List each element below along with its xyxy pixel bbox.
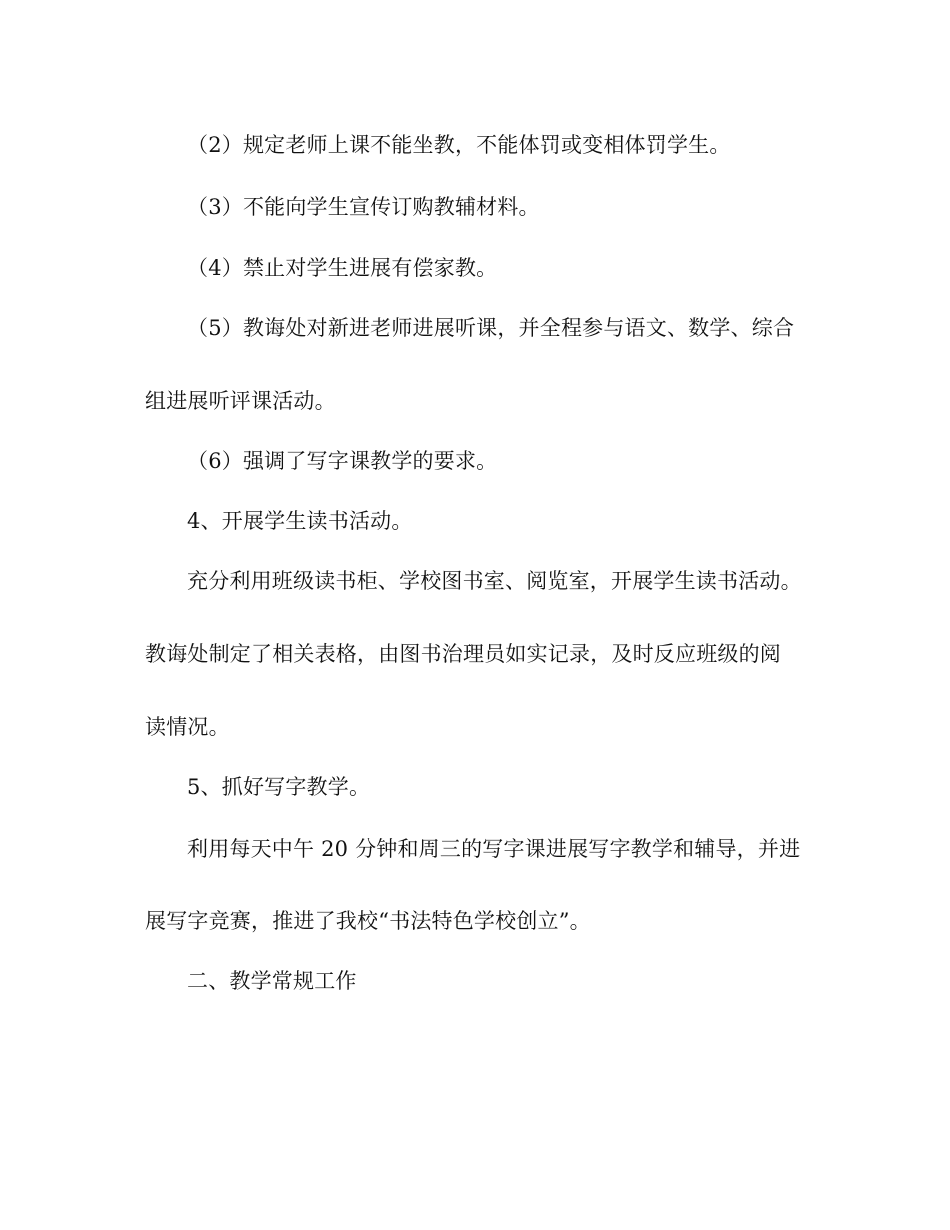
section-heading: 二、教学常规工作 <box>187 969 357 993</box>
paragraph-line: 读情况。 <box>145 715 230 739</box>
paragraph-line: （5）教诲处对新进老师进展听课，并全程参与语文、数学、综合 <box>187 316 795 340</box>
paragraph-line: 充分利用班级读书柜、学校图书室、阅览室，开展学生读书活动。 <box>187 569 802 593</box>
paragraph-line: 展写字竞赛，推进了我校“书法特色学校创立”。 <box>145 909 591 933</box>
paragraph-line: （3）不能向学生宣传订购教辅材料。 <box>187 195 540 219</box>
paragraph-line: 利用每天中午 20 分钟和周三的写字课进展写字教学和辅导，并进 <box>187 837 801 861</box>
section-heading: 4、开展学生读书活动。 <box>187 509 413 533</box>
paragraph-line: （4）禁止对学生进展有偿家教。 <box>187 256 498 280</box>
paragraph-line: 组进展听评课活动。 <box>145 389 336 413</box>
paragraph-line: （6）强调了写字课教学的要求。 <box>187 449 498 473</box>
section-heading: 5、抓好写字教学。 <box>187 775 371 799</box>
paragraph-line: 教诲处制定了相关表格，由图书治理员如实记录，及时反应班级的阅 <box>145 642 781 666</box>
paragraph-line: （2）规定老师上课不能坐教，不能体罚或变相体罚学生。 <box>187 133 731 157</box>
